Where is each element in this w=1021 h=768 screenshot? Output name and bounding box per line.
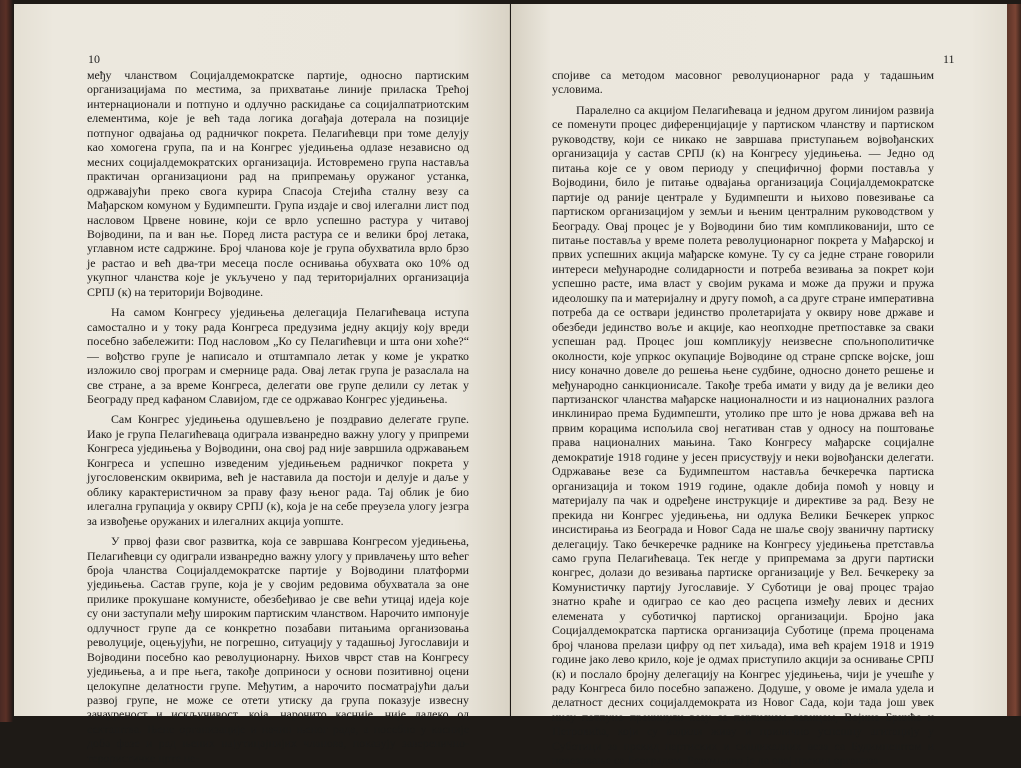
page-number-right: 11 <box>943 52 955 66</box>
paragraph: спојиве са методом масовног револуционарног рада у тадашњим условима. <box>552 68 934 97</box>
paragraph: У првој фази свог развитка, која се завршава Конгресом уједињења, Пелагићевци су одиграли изванредно важну улогу у привлачењу што већег броја чланства Социјалдемократске партије у Војводини платформи уједињења. Састав групе, која је у својим редовима обухватала за оне прилике прокушане комунисте, обезбеђивао је све већи утицај идеја које су они заступали међу широким партиским чланством. Нарочито импонује одлучност групе да се конкретно позабави питањима организовања револуције, оцењујући, не погрешно, ситуацију у тадашњој Југославији и Војводини посебно као револуционарну. Њихов чврст став на Конгресу уједињења, а и пре њега, такође доприноси у основи позитивној оцени целокупне делатности групе. Међутим, а нарочито посматрајући даљи развој групе, не може се отети утиску да група показује извесну зачауреност и искључивост, која, нарочито касније, није далеко од секташтва. Њене организације и начин њеног рада, а посебно у касније доба фазе и рад њених најутицајнијих чланова, показују заверенично-терористичке црте не- <box>87 534 469 765</box>
right-page-text <box>552 68 934 768</box>
page-number-left: 10 <box>88 52 100 66</box>
left-page <box>14 4 510 765</box>
paragraph: Паралелно са акцијом Пелагићеваца и једном другом линијом развија се поменути процес диференцијације у партиском чланству и партиском руководству, који се никако не завршава приступањем војвођанских организација у састав СРПЈ (к) на Конгресу уједињења. — Једно од питања које се у овом периоду у специфичној форми поставља у Војводини, било је питање одвајања организација Социјалдемократске партије од раније централе у Будимпешти и њихово повезивање са партиском организацијом у земљи и њеним централним руководством у Београду. Овај процес је у Војводини био тим компликованији, што се питање поставља у време полета револуционарног покрета у Мађарској и првих успешних акција мађарске комуне. Ту су са једне стране говорили интереси међународне солидарности и потреба везивања за покрет који успешно расте, има власт у својим рукама и може да пружи и пружа идеолошку па и материјалну и другу помоћ, а са друге стране императивна потреба да се оствари јединство пролетаријата у оквиру нове државе и обезбеди јединство воље и акције, као неопходне претпоставке за сваки успешан рад. Процес још компликују неизвесне спољнополитичке околности, које упркос окупације Војводине од стране српске војске, још нису коначно довеле до решења њене судбине, односно донето решење и међународно санкционисале. Такође треба имати у виду да је велики део партизанског чланства мађарске националности и из националних разлога инклинирао према Будимпешти, утолико пре што је нова држава већ на првим корацима испољила свој негативан став у односу на поштовање права националних мањина. Тако Конгресу мађарске социјалне демократије 1918 године у јесен присуствују и неки војвођански делегати. Одржавање везе са Будимпештом наставља бечкеречка партиска организација и током 1919 године, одакле добија помоћ у новцу и материјалу па чак и одређене инструкције и директиве за рад. Везу не прекида ни Конгрес уједињења, ни одлука Велики Бечкерек упркос инсистирања из Београда и Новог Сада не шаље своју званичну партиску делегацију. Тако бечкеречке раднике на Конгресу уједињења претставља само група Пелагићеваца. Тек негде у припремама за други партиски конгрес, долази до везивања партиске организације у Вел. Бечкереку за Комунистичку партију Југославије. У Суботици је овај процес трајао знатно краће и одиграо се као део расцепа између левих и десних елемената у суботичкој партиској организацији. Бројно јака Социјалдемократска партиска организација Суботице (према проценама број чланова прелази цифру од пет хиљада), има већ крајем 1918 и 1919 године јако лево крило, које је одмах приступило акцији за оснивање СРПЈ (к) и послало бројну делегацију на Конгрес уједињења, чији је учешће у раду Конгреса било посебно запажено. Додуше, у овоме је имала удела и делатност десних социјалдемократа из Новог Сада, који тада још увек нису потпуно прекинули везу са партиском левицом, Војина Бркића и Петровића, који су водили живу и прилично успешну агитацију у Суботици за прекид партиских и синдикалних веза са Будимпештом и повезивање са Београдом. Разумљиво је да овај прекид организа- <box>552 102 934 768</box>
paragraph: Сам Конгрес уједињења одушевљено је поздравио делегате групе. Иако је група Пелагићеваца одиграла изванредно важну улогу у припреми Конгреса уједињења у Војводини, она свој рад није завршила одржавањем Конгреса и успешно изведеним уједињењем радничког покрета у југословенским оквирима, већ је наставила да постоји и делује и даље у облику карактеристичном за праву фазу њеног рада. Тај облик је био илегална групација у оквиру СРПЈ (к), која је на себе преузела улогу језгра за извођење оружаних и илегалних акција уопште. <box>87 412 469 528</box>
left-page-text <box>87 68 469 765</box>
right-page <box>511 4 1007 768</box>
book-edge <box>1007 4 1021 716</box>
paragraph: На самом Конгресу уједињења делегација Пелагићеваца иступа самостално и у току рада Конгреса предузима једну акцију коју вреди посебно забележити: Под насловом „Ко су Пелагићевци и шта они хоће?“ — вођство групе је написало и отштампало летак у коме је укратко изложило свој програм и смернице рада. Овај летак група је разаслала на све стране, а за време Конгреса, делегати ове групе делили су летак у Београду пред кафаном Славијом, где се одржавао Конгрес уједињења. <box>87 305 469 406</box>
paragraph: међу чланством Социјалдемократске партије, односно партиским организацијама по местима, за прихватање линије приласка Трећој интернационали и потпуно и одлучно раскидање са социјалпатриотским елементима, које је већ тада логика догађаја дотерала на позиције потпуног одвајања од радничког покрета. Пелагићевци при томе делују као хомогена група, па и на Конгрес уједињења одлазе независно од месних социјалдемократских организација. Истовремено група наставља практичан организациони рад на припремању оружаног устанка, одржавајући преко свога курира Спасоја Стејића сталну везу са Мађарском комуном у Будимпешти. Група издаје и свој илегални лист под насловом Црвене новине, који се врло успешно растура у читавој Војводини, па и ван ње. Поред листа растура се и велики број летака, углавном исте садржине. Број чланова које је група обухватила врло брзо је растао и већ два-три месеца после оснивања обухвата око 10% од укупног чланства које је укључено у пад територијалних организација СРПЈ (к) на територији Војводине. <box>87 68 469 299</box>
